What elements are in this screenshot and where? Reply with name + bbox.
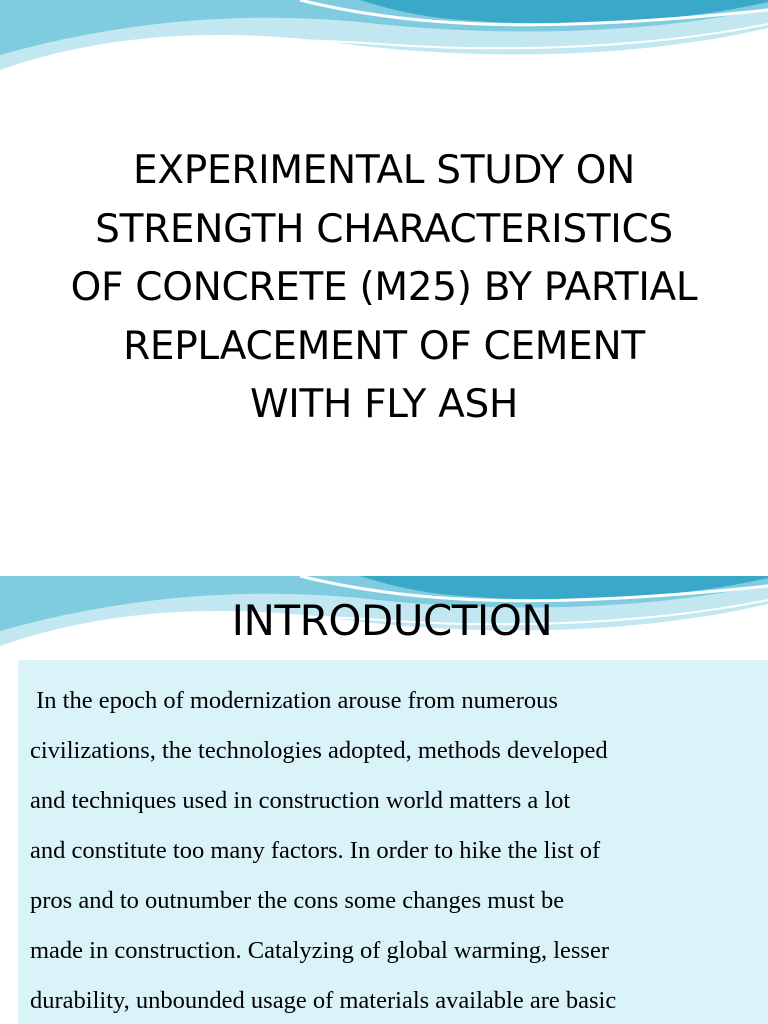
body-line: and constitute too many factors. In order to hike the list of	[30, 837, 601, 864]
title-line: WITH FLY ASH	[250, 382, 518, 427]
introduction-body	[30, 676, 765, 1024]
slide-heading: INTRODUCTION	[231, 596, 553, 645]
body-line: durability, unbounded usage of materials available are basic	[30, 987, 617, 1014]
presentation-title	[20, 142, 748, 435]
body-line: and techniques used in construction world matters a lot	[30, 787, 571, 814]
title-line: OF CONCRETE (M25) BY PARTIAL	[70, 265, 698, 310]
title-line: STRENGTH CHARACTERISTICS	[95, 206, 673, 252]
title-line: EXPERIMENTAL STUDY ON	[133, 148, 635, 193]
body-line: pros and to outnumber the cons some changes must be	[30, 887, 565, 914]
body-line: civilizations, the technologies adopted, methods developed	[30, 737, 608, 764]
body-line: In the epoch of modernization arouse from numerous	[30, 687, 558, 714]
wave-banner-decoration	[0, 0, 768, 90]
title-line: REPLACEMENT OF CEMENT	[123, 323, 645, 369]
introduction-slide	[0, 576, 768, 1024]
body-line: made in construction. Catalyzing of global warming, lesser	[30, 937, 610, 964]
